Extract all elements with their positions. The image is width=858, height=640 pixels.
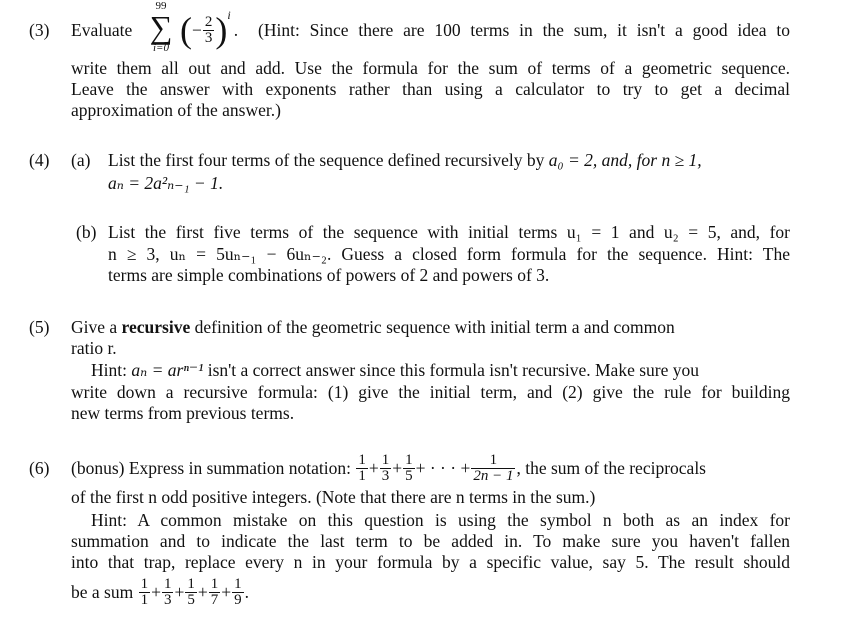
denominator: 3 bbox=[163, 591, 172, 608]
text: , the sum of the reciprocals bbox=[516, 457, 706, 478]
part-b-line: List the first five terms of the sequence with initial terms u₁ = 1 and u₂ = 5, and, for bbox=[108, 222, 790, 242]
denominator: 2n − 1 bbox=[473, 467, 514, 484]
problem-3-hint-line: (Hint: Since there are 100 terms in the sum, it isn't a good idea to bbox=[258, 20, 790, 40]
ellipsis: + · · · + bbox=[415, 457, 471, 478]
plus: + bbox=[392, 457, 403, 478]
text: (bonus) Express in summation notation: bbox=[71, 457, 351, 478]
denominator: 3 bbox=[204, 29, 213, 46]
plus: + bbox=[174, 581, 185, 602]
summand bbox=[180, 8, 238, 52]
numerator: 1 bbox=[234, 575, 242, 592]
math: aₙ = arⁿ⁻¹ bbox=[131, 360, 204, 380]
fraction bbox=[232, 577, 244, 608]
fraction bbox=[403, 453, 415, 484]
summation bbox=[146, 0, 176, 54]
problem-3-number: (3) bbox=[29, 20, 50, 40]
problem-6-hint: Hint: A common mistake on this question is using the symbol n both as an index for bbox=[91, 510, 790, 530]
period: . bbox=[244, 581, 249, 602]
denominator: 7 bbox=[210, 591, 219, 608]
problem-6-line: of the first n odd positive integers. (Note that there are n terms in the sum.) bbox=[71, 487, 596, 507]
exponent: i bbox=[227, 8, 231, 22]
sum-lower-limit: i=0 bbox=[153, 42, 169, 54]
problem-5-number: (5) bbox=[29, 317, 50, 337]
problem-5-line: new terms from previous terms. bbox=[71, 403, 295, 423]
part-a-formula: aₙ = 2a²ₙ₋₁ − 1. bbox=[108, 173, 224, 193]
text: Give a bbox=[71, 317, 118, 337]
part-b-line: terms are simple combinations of powers of 2 and powers of 3. bbox=[108, 265, 550, 285]
text: Hint: bbox=[91, 360, 127, 380]
bold-recursive: recursive bbox=[121, 317, 191, 337]
numerator: 1 bbox=[381, 451, 390, 468]
denominator: 3 bbox=[381, 467, 390, 484]
problem-4-number: (4) bbox=[29, 150, 50, 170]
math: a₀ = 2, and, for n ≥ 1, bbox=[548, 150, 702, 170]
numerator: 1 bbox=[140, 575, 149, 592]
plus: + bbox=[368, 457, 379, 478]
problem-6-line: into that trap, replace every n in your formula by a specific value, say 5. The result should bbox=[71, 552, 790, 572]
plus: + bbox=[221, 581, 232, 602]
fraction bbox=[185, 577, 197, 608]
problem-5-hint bbox=[91, 359, 699, 381]
text: List the first four terms of the sequence defined recursively by bbox=[108, 150, 545, 170]
fraction bbox=[356, 453, 368, 484]
part-a-line bbox=[108, 149, 702, 171]
problem-3-line: approximation of the answer.) bbox=[71, 100, 281, 120]
problem-6-line: summation and to indicate the last term to be added in. To make sure you haven't fallen bbox=[71, 531, 790, 551]
denominator: 1 bbox=[140, 591, 149, 608]
fraction bbox=[471, 453, 515, 484]
problem-6-number: (6) bbox=[29, 458, 50, 478]
plus: + bbox=[151, 581, 161, 602]
fraction bbox=[162, 577, 174, 608]
left-paren: ( bbox=[180, 10, 192, 50]
sigma-icon: ∑ bbox=[149, 9, 173, 45]
text: be a sum bbox=[71, 581, 134, 602]
problem-5-line: ratio r. bbox=[71, 338, 117, 358]
text: definition of the geometric sequence with initial term a and common bbox=[194, 317, 675, 337]
part-a-label: (a) bbox=[71, 150, 91, 170]
denominator: 5 bbox=[187, 591, 195, 608]
problem-6-line bbox=[71, 444, 706, 492]
text: isn't a correct answer since this formula isn't recursive. Make sure you bbox=[207, 360, 699, 380]
problem-3-line: write them all out and add. Use the formula for the sum of terms of a geometric sequence. bbox=[71, 58, 790, 78]
fraction-two-thirds bbox=[203, 15, 215, 46]
minus-sign: − bbox=[192, 19, 202, 40]
part-b-line: n ≥ 3, uₙ = 5uₙ₋₁ − 6uₙ₋₂. Guess a closed form formula for the sequence. Hint: The bbox=[108, 244, 790, 264]
period: . bbox=[233, 19, 239, 40]
numerator: 2 bbox=[204, 13, 213, 30]
denominator: 5 bbox=[405, 467, 413, 484]
numerator: 1 bbox=[163, 575, 172, 592]
problem-5-line bbox=[71, 316, 675, 338]
numerator: 1 bbox=[471, 453, 515, 469]
right-paren: ) bbox=[215, 10, 228, 50]
problem-5-line: write down a recursive formula: (1) give the initial term, and (2) give the rule for building bbox=[71, 382, 790, 402]
fraction bbox=[139, 577, 151, 608]
fraction bbox=[209, 577, 221, 608]
problem-6-example bbox=[71, 570, 249, 614]
plus: + bbox=[197, 581, 208, 602]
numerator: 1 bbox=[187, 575, 195, 592]
fraction bbox=[380, 453, 392, 484]
sum-upper-limit: 99 bbox=[155, 0, 167, 12]
numerator: 1 bbox=[358, 451, 366, 468]
denominator: 1 bbox=[358, 467, 366, 484]
problem-3-evaluate: Evaluate bbox=[71, 20, 133, 40]
numerator: 1 bbox=[405, 451, 413, 468]
numerator: 1 bbox=[210, 575, 219, 592]
part-b-label: (b) bbox=[76, 222, 97, 242]
denominator: 9 bbox=[234, 591, 242, 608]
problem-3-line: Leave the answer with exponents rather than using a calculator to try to get a decimal bbox=[71, 79, 790, 99]
